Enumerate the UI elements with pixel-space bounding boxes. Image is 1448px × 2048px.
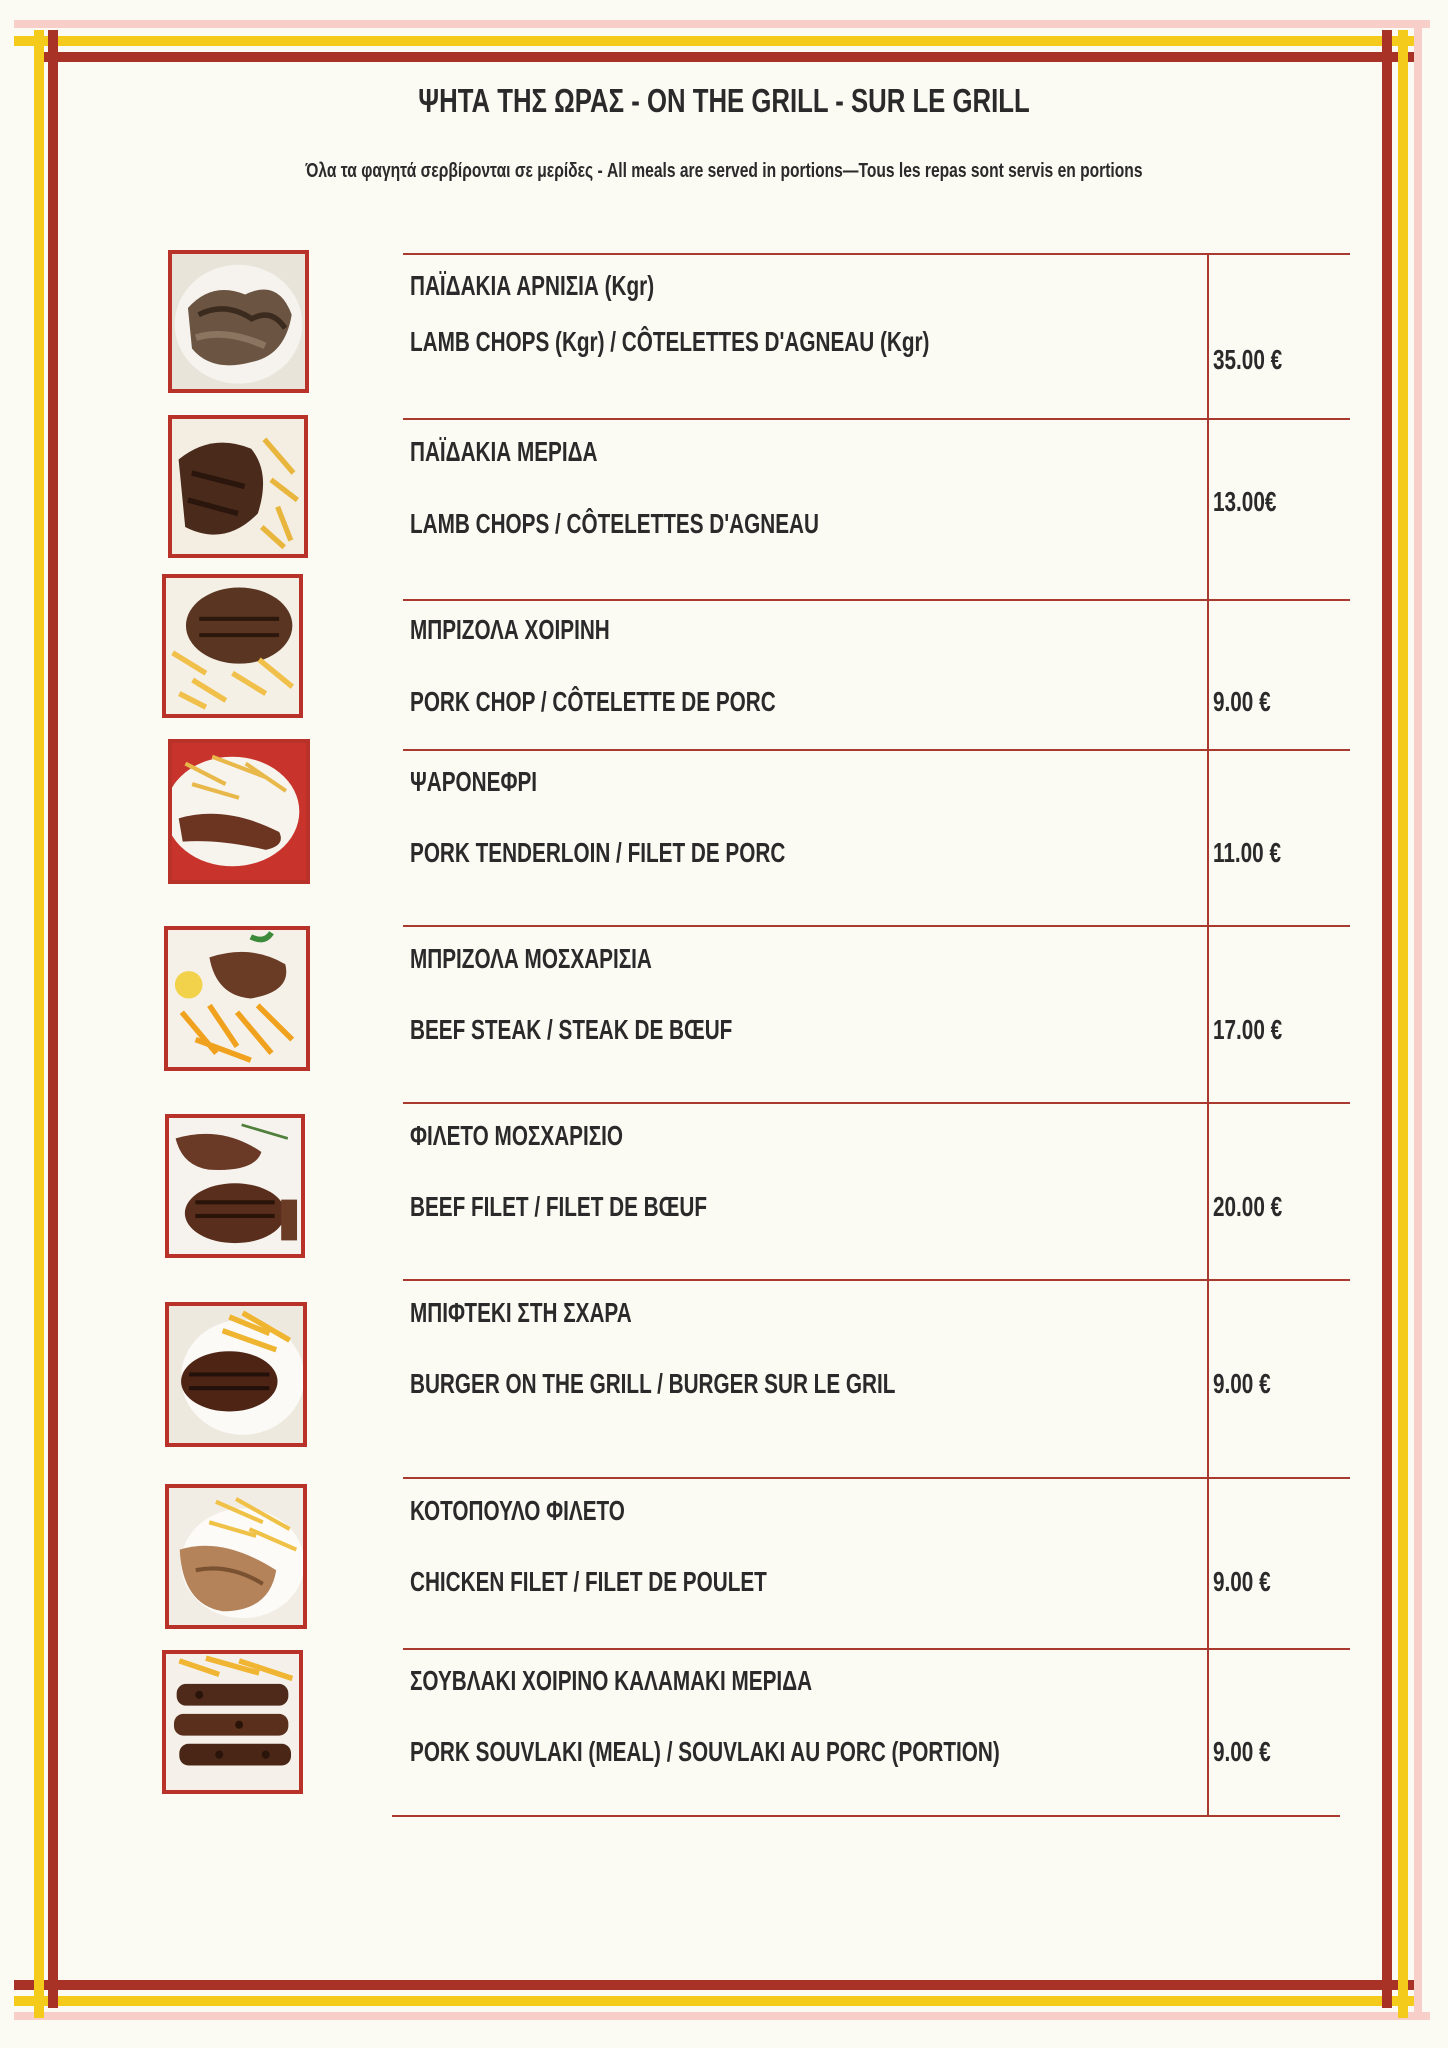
chicken-filet-icon xyxy=(165,1484,307,1629)
frame-line xyxy=(14,2012,1430,2020)
frame-line xyxy=(34,30,44,2018)
item-name-english: LAMB CHOPS / CÔTELETTES D'AGNEAU xyxy=(410,508,819,539)
item-name-greek: ΜΠΡΙΖΟΛΑ ΧΟΙΡΙΝΗ xyxy=(410,614,610,645)
item-name-english: PORK CHOP / CÔTELETTE DE PORC xyxy=(410,686,776,717)
frame-line xyxy=(1398,30,1408,2018)
item-price: 9.00 € xyxy=(1213,686,1271,717)
item-price: 9.00 € xyxy=(1213,1736,1271,1767)
item-name-greek: ΜΠΙΦΤΕΚΙ ΣΤΗ ΣΧΑΡΑ xyxy=(410,1297,632,1328)
frame-line xyxy=(14,36,1422,46)
item-name-greek: ΠΑΪΔΑΚΙΑ ΑΡΝΙΣΙΑ (Kgr) xyxy=(410,270,655,301)
beef-steak-icon xyxy=(164,926,310,1071)
item-name-greek: ΦΙΛΕΤΟ ΜΟΣΧΑΡΙΣΙΟ xyxy=(410,1120,624,1151)
item-name-english: CHICKEN FILET / FILET DE POULET xyxy=(410,1566,767,1597)
item-name-english: LAMB CHOPS (Kgr) / CÔTELETTES D'AGNEAU (Kgr) xyxy=(410,326,930,357)
item-price: 13.00€ xyxy=(1213,486,1277,517)
page-title: ΨΗΤΑ ΤΗΣ ΩΡΑΣ - ON THE GRILL - SUR LE GRILL xyxy=(418,82,1030,119)
item-name-greek: ΚΟΤΟΠΟΥΛΟ ΦΙΛΕΤΟ xyxy=(410,1495,625,1526)
item-name-english: PORK TENDERLOIN / FILET DE PORC xyxy=(410,837,786,868)
frame-line xyxy=(14,1996,1422,2006)
item-name-greek: ΣΟΥΒΛΑΚΙ ΧΟΙΡΙΝΟ ΚΑΛΑΜΑΚΙ ΜΕΡΙΔΑ xyxy=(410,1665,813,1696)
price-column-separator xyxy=(1207,254,1209,1816)
item-name-greek: ΨΑΡΟΝΕΦΡΙ xyxy=(410,766,538,797)
row-divider xyxy=(392,1815,1340,1817)
frame-line xyxy=(1382,30,1392,2008)
frame-line xyxy=(14,1980,1422,1990)
pork-chop-icon xyxy=(162,574,303,718)
lamb-chops-plate-icon xyxy=(168,250,309,393)
frame-line xyxy=(1414,20,1422,2020)
pork-souvlaki-icon xyxy=(162,1650,303,1794)
item-name-english: BURGER ON THE GRILL / BURGER SUR LE GRIL xyxy=(410,1368,896,1399)
item-name-english: BEEF STEAK / STEAK DE BŒUF xyxy=(410,1014,733,1045)
item-name-english: BEEF FILET / FILET DE BŒUF xyxy=(410,1191,707,1222)
frame-line xyxy=(48,30,58,2008)
item-price: 20.00 € xyxy=(1213,1191,1283,1222)
item-price: 17.00 € xyxy=(1213,1014,1283,1045)
item-price: 9.00 € xyxy=(1213,1368,1271,1399)
beef-filet-icon xyxy=(165,1114,305,1258)
item-price: 11.00 € xyxy=(1213,837,1281,868)
frame-line xyxy=(40,52,1416,62)
page-subtitle: Όλα τα φαγητά σερβίρονται σε μερίδες - All meals are served in portions—Tous les repas sont servis en portions xyxy=(305,160,1143,182)
lamb-chops-fries-icon xyxy=(168,415,308,558)
item-price: 35.00 € xyxy=(1213,344,1283,375)
frame-line xyxy=(14,20,1430,28)
pork-tenderloin-icon xyxy=(168,739,310,884)
item-name-greek: ΜΠΡΙΖΟΛΑ ΜΟΣΧΑΡΙΣΙΑ xyxy=(410,943,652,974)
item-name-english: PORK SOUVLAKI (MEAL) / SOUVLAKI AU PORC (PORTION) xyxy=(410,1736,1000,1767)
item-price: 9.00 € xyxy=(1213,1566,1271,1597)
burger-icon xyxy=(165,1302,307,1447)
item-name-greek: ΠΑΪΔΑΚΙΑ ΜΕΡΙΔΑ xyxy=(410,436,598,467)
